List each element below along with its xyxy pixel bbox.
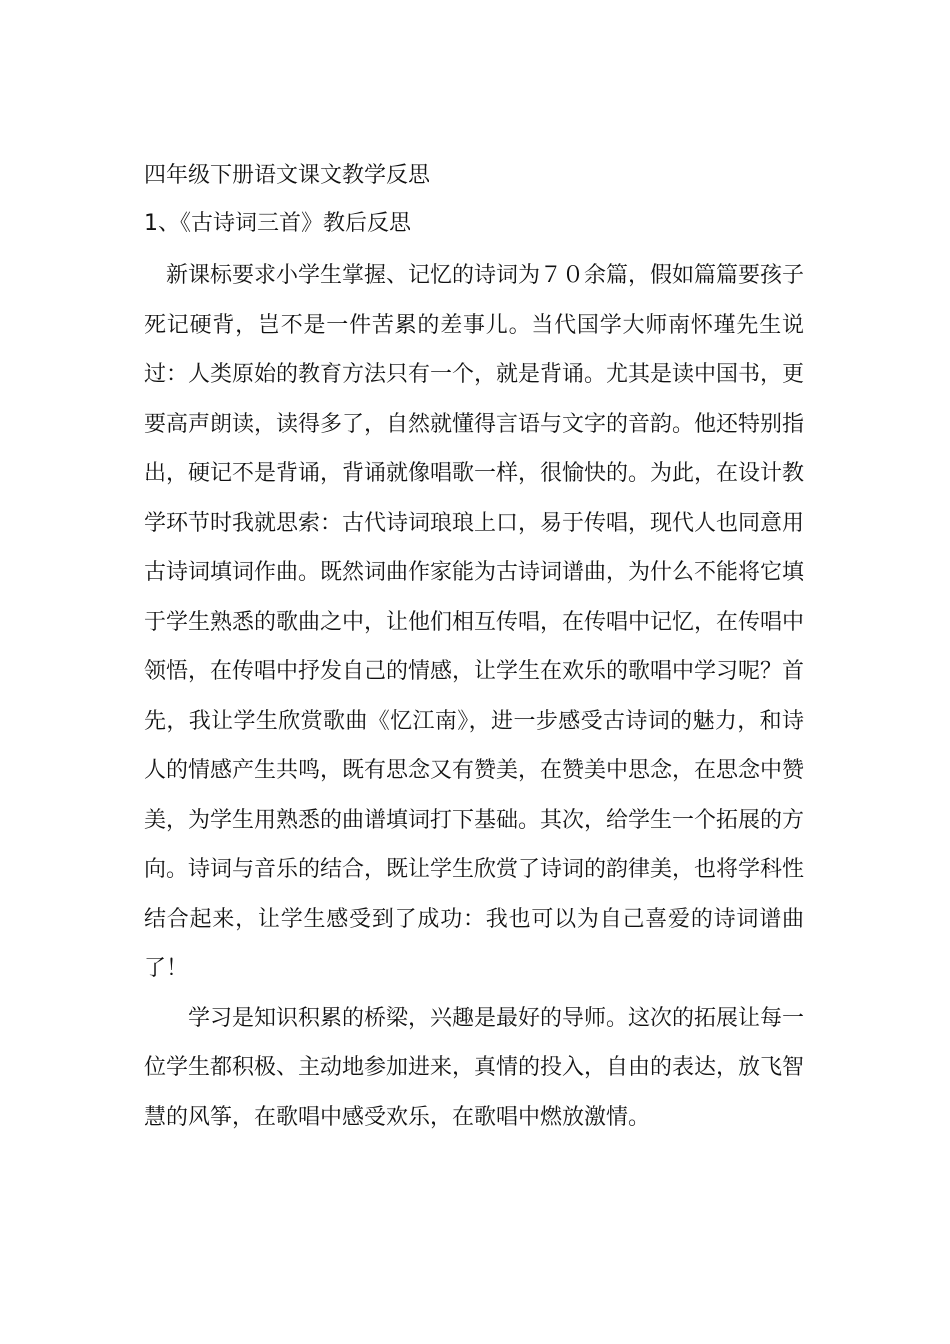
paragraph-conclusion: 学习是知识积累的桥梁，兴趣是最好的导师。这次的拓展让每一位学生都积极、主动地参加进来，真情的投入，自由的表达，放飞智慧的风筝，在歌唱中感受欢乐，在歌唱中燃放激情。 <box>144 1005 805 1130</box>
document-title: 四年级下册语文课文教学反思 <box>144 163 431 188</box>
section-title: 1、《古诗词三首》教后反思 <box>144 211 411 236</box>
paragraph-reflection: 新课标要求小学生掌握、记忆的诗词为７０余篇，假如篇篇要孩子死记硬背，岂不是一件苦累的差事儿。当代国学大师南怀瑾先生说过：人类原始的教育方法只有一个，就是背诵。尤其是读中国书，更要高声朗读，读得多了，自然就懂得言语与文字的音韵。他还特别指出，硬记不是背诵，背诵就像唱歌一样，很愉快的。为此，在设计教学环节时我就思索：古代诗词琅琅上口，易于传唱，现代人也同意用古诗词填词作曲。既然词曲作家能为古诗词谱曲，为什么不能将它填于学生熟悉的歌曲之中，让他们相互传唱，在传唱中记忆，在传唱中领悟，在传唱中抒发自己的情感，让学生在欢乐的歌唱中学习呢？首先，我让学生欣赏歌曲《忆江南》，进一步感受古诗词的魅力，和诗人的情感产生共鸣，既有思念又有赞美，在赞美中思念，在思念中赞美，为学生用熟悉的曲谱填词打下基础。其次，给学生一个拓展的方向。诗词与音乐的结合，既让学生欣赏了诗词的韵律美，也将学科性结合起来，让学生感受到了成功：我也可以为自己喜爱的诗词谱曲了！ <box>144 263 805 981</box>
document-body <box>144 152 804 1142</box>
